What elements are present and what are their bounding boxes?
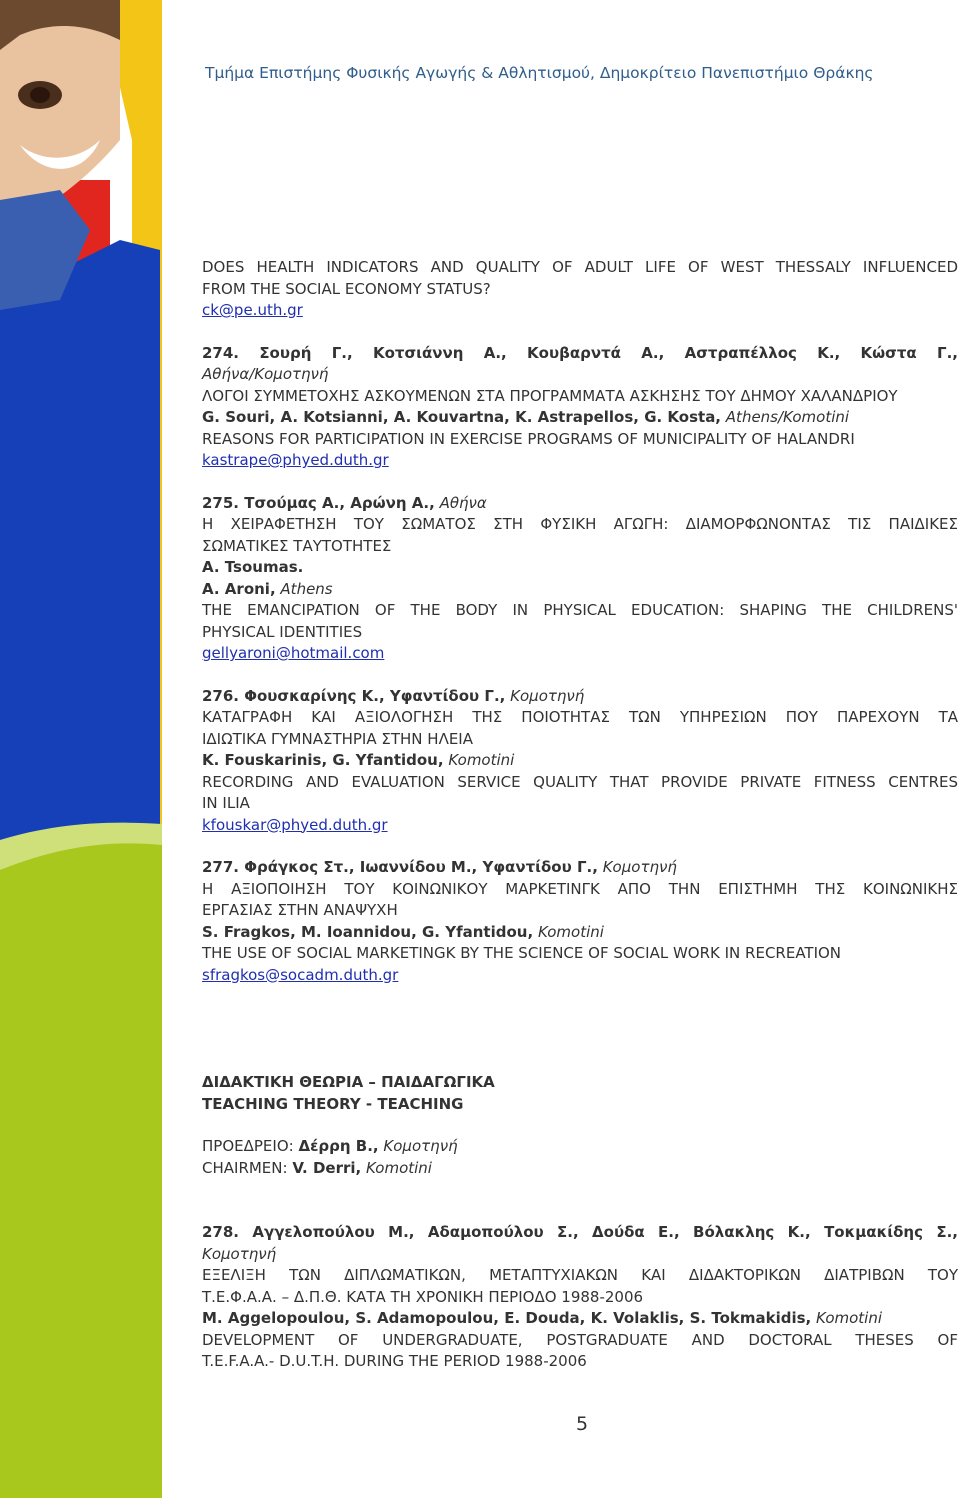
entry-title-en-cont: FROM THE SOCIAL ECONOMY STATUS? xyxy=(202,279,491,298)
entry-place-en: Athens/Komotini xyxy=(725,408,850,426)
entry-title-en: DEVELOPMENT OF UNDERGRADUATE, POSTGRADUATE AND DOCTORAL THESES OF xyxy=(202,1330,958,1349)
entry-title-gr: ΚΑΤΑΓΡΑΦΗ ΚΑΙ ΑΞΙΟΛΟΓΗΣΗ ΤΗΣ ΠΟΙΟΤΗΤΑΣ ΤΩΝ ΥΠΗΡΕΣΙΩΝ ΠΟΥ ΠΑΡΕΧΟΥΝ ΤΑ xyxy=(202,708,958,726)
entry-title-gr: Η ΧΕΙΡΑΦΕΤΗΣΗ ΤΟΥ ΣΩΜΑΤΟΣ ΣΤΗ ΦΥΣΙΚΗ ΑΓΩΓΗ: ΔΙΑΜΟΡΦΩΝΟΝΤΑΣ ΤΙΣ ΠΑΙΔΙΚΕΣ xyxy=(202,515,958,533)
entry-authors-en: K. Fouskarinis, G. Yfantidou, xyxy=(202,751,444,769)
page-header: Τμήμα Επιστήμης Φυσικής Αγωγής & Αθλητισμού, Δημοκρίτειο Πανεπιστήμιο Θράκης xyxy=(205,64,874,82)
entry-place-en: Komotini xyxy=(448,751,515,769)
section-heading xyxy=(202,1072,958,1179)
entry-authors-gr: 274. Σουρή Γ., Κοτσιάννη Α., Κουβαρντά Α., Αστραπέλλος Κ., Κώστα Γ., xyxy=(202,343,958,362)
stripe-graphic xyxy=(0,0,162,1498)
entry-place-en: Komotini xyxy=(816,1309,883,1327)
email-link[interactable]: sfragkos@socadm.duth.gr xyxy=(202,965,399,984)
entry-275 xyxy=(202,493,958,665)
entry-title-en-cont: PHYSICAL IDENTITIES xyxy=(202,622,363,641)
entry-authors-gr: 275. Τσούμας Α., Αρώνη Α., xyxy=(202,493,435,512)
email-link[interactable]: ck@pe.uth.gr xyxy=(202,301,303,319)
email-link[interactable]: kastrape@phyed.duth.gr xyxy=(202,451,389,469)
entry-title-en: RECORDING AND EVALUATION SERVICE QUALITY THAT PROVIDE PRIVATE FITNESS CENTRES xyxy=(202,772,958,791)
main-content xyxy=(202,257,958,1373)
entry-title-en: THE USE OF SOCIAL MARKETINGK BY THE SCIENCE OF SOCIAL WORK IN RECREATION xyxy=(202,944,842,962)
entry-title-en: THE EMANCIPATION OF THE BODY IN PHYSICAL EDUCATION: SHAPING THE CHILDRENS' xyxy=(202,601,958,619)
side-decoration xyxy=(0,0,162,1498)
entry-274 xyxy=(202,343,958,472)
entry-title-gr-cont: ΙΔΙΩΤΙΚΑ ΓΥΜΝΑΣΤΗΡΙΑ ΣΤΗΝ ΗΛΕΙΑ xyxy=(202,729,473,748)
entry-title-gr: ΕΞΕΛΙΞΗ ΤΩΝ ΔΙΠΛΩΜΑΤΙΚΩΝ, ΜΕΤΑΠΤΥΧΙΑΚΩΝ ΚΑΙ ΔΙΔΑΚΤΟΡΙΚΩΝ ΔΙΑΤΡΙΒΩΝ ΤΟΥ xyxy=(202,1266,958,1284)
entry-title-gr-cont: ΣΩΜΑΤΙΚΕΣ ΤΑΥΤΟΤΗΤΕΣ xyxy=(202,536,392,555)
entry-place-gr: Κομοτηνή xyxy=(202,1244,277,1263)
entry-authors-en: G. Souri, A. Kotsianni, A. Kouvartna, K. Astrapellos, G. Kosta, xyxy=(202,408,722,426)
entry-place-gr: Αθήνα xyxy=(439,493,487,512)
entry-place-gr: Κομοτηνή xyxy=(510,686,585,705)
section-title-gr: ΔΙΔΑΚΤΙΚΗ ΘΕΩΡΙΑ – ΠΑΙΔΑΓΩΓΙΚΑ xyxy=(202,1073,495,1091)
entry-place-en: Athens xyxy=(280,579,333,598)
entry-title-gr: ΛΟΓΟΙ ΣΥΜΜΕΤΟΧΗΣ ΑΣΚΟΥΜΕΝΩΝ ΣΤΑ ΠΡΟΓΡΑΜΜΑΤΑ ΑΣΚΗΣΗΣ ΤΟΥ ΔΗΜΟΥ ΧΑΛΑΝΔΡΙΟΥ xyxy=(202,386,898,405)
chair-place-en: Komotini xyxy=(365,1158,432,1177)
entry-title-gr-cont: ΕΡΓΑΣΙΑΣ ΣΤΗΝ ΑΝΑΨΥΧΗ xyxy=(202,901,398,919)
entry-278 xyxy=(202,1222,958,1373)
entry-authors-gr: 277. Φράγκος Στ., Ιωαννίδου Μ., Υφαντίδου Γ., xyxy=(202,858,598,876)
section-title-en: TEACHING THEORY - TEACHING xyxy=(202,1094,464,1113)
entry-authors-en: M. Aggelopoulou, S. Adamopoulou, E. Douda, K. Volaklis, S. Tokmakidis, xyxy=(202,1309,812,1327)
entry-authors-en-2: A. Aroni, xyxy=(202,579,276,598)
entry-authors-gr: 276. Φουσκαρίνης Κ., Υφαντίδου Γ., xyxy=(202,686,506,705)
page-number: 5 xyxy=(575,1413,589,1435)
entry-place-gr: Κομοτηνή xyxy=(602,858,677,876)
entry-authors-en: S. Fragkos, M. Ioannidou, G. Yfantidou, xyxy=(202,922,534,941)
email-link[interactable]: gellyaroni@hotmail.com xyxy=(202,644,385,662)
entry-273 xyxy=(202,257,958,322)
email-link[interactable]: kfouskar@phyed.duth.gr xyxy=(202,815,388,834)
chair-label-en: CHAIRMEN: xyxy=(202,1158,288,1177)
entry-authors-gr: 278. Αγγελοπούλου Μ., Αδαμοπούλου Σ., Δούδα Ε., Βόλακλης Κ., Τοκμακίδης Σ., xyxy=(202,1223,958,1241)
chair-label-gr: ΠΡΟΕΔΡΕΙΟ: xyxy=(202,1137,294,1155)
entry-authors-en: A. Tsoumas. xyxy=(202,558,304,576)
entry-place-gr: Αθήνα/Κομοτηνή xyxy=(202,365,329,383)
entry-title-gr: Η ΑΞΙΟΠΟΙΗΣΗ ΤΟΥ ΚΟΙΝΩΝΙΚΟΥ ΜΑΡΚΕΤΙΝΓΚ ΑΠΟ ΤΗΝ ΕΠΙΣΤΗΜΗ ΤΗΣ ΚΟΙΝΩΝΙΚΗΣ xyxy=(202,879,958,898)
entry-place-en: Komotini xyxy=(537,922,604,941)
entry-276 xyxy=(202,686,958,837)
entry-title-en-cont: T.E.F.A.A.- D.U.T.H. DURING THE PERIOD 1988-2006 xyxy=(202,1352,587,1370)
chair-name-en: V. Derri, xyxy=(292,1158,362,1177)
entry-title-gr-cont: Τ.Ε.Φ.Α.Α. – Δ.Π.Θ. ΚΑΤΑ ΤΗ ΧΡΟΝΙΚΗ ΠΕΡΙΟΔΟ 1988-2006 xyxy=(202,1287,644,1306)
entry-277 xyxy=(202,857,958,986)
entry-title-en-cont: IN ILIA xyxy=(202,794,250,812)
chair-name-gr: Δέρρη Β., xyxy=(298,1137,379,1155)
chair-place-gr: Κομοτηνή xyxy=(383,1137,458,1155)
entry-title-en: REASONS FOR PARTICIPATION IN EXERCISE PROGRAMS OF MUNICIPALITY OF HALANDRI xyxy=(202,429,855,448)
green-stripe xyxy=(0,834,162,1498)
entry-title-en: DOES HEALTH INDICATORS AND QUALITY OF ADULT LIFE OF WEST THESSALY INFLUENCED xyxy=(202,258,958,276)
